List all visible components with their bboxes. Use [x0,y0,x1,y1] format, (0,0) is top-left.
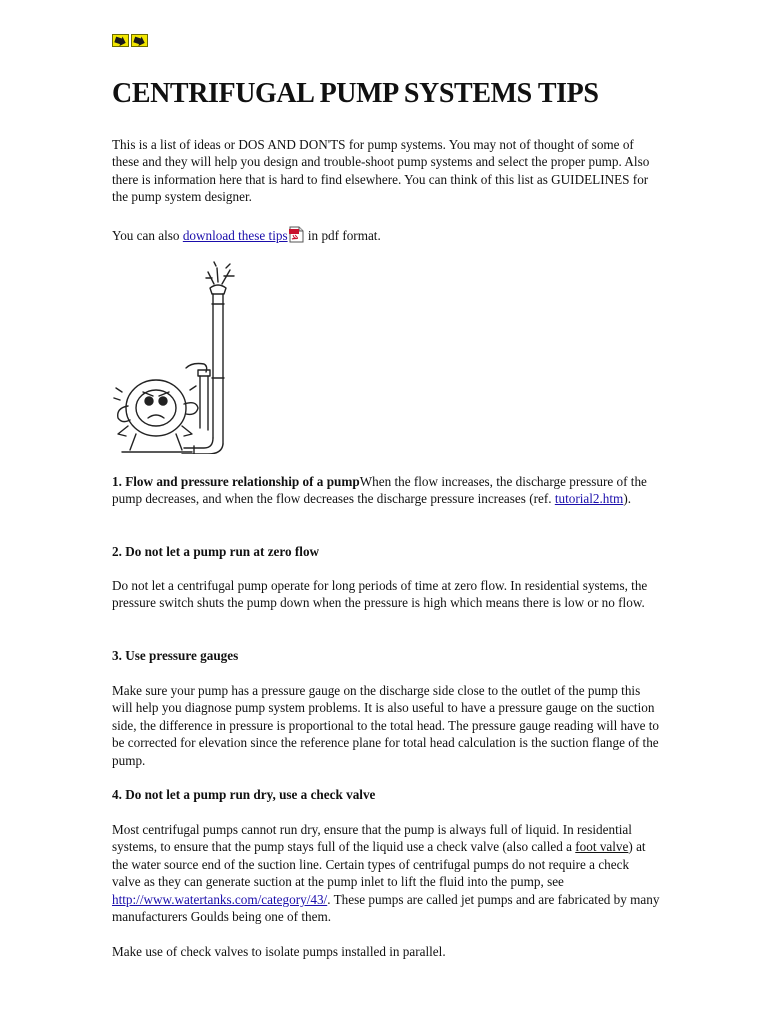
tip-4-body-block [112,821,660,925]
arrow-right-icon [114,36,127,46]
tip-3-body-block [112,682,660,769]
intro-paragraph [112,136,660,206]
tip-4-extra-block [112,943,660,960]
tip-4-text-1: Most centrifugal pumps cannot run dry, ensure that the pump is always full of liquid. In residential systems, to ensure that the pump stays full of the liquid use a check valve (also called a [112,822,632,855]
previous-page-button[interactable] [112,34,129,47]
next-page-button[interactable] [131,34,148,47]
tutorial2-link[interactable]: tutorial2.htm [554,491,624,507]
nav-arrows [112,34,148,47]
tip-1-heading: 1. Flow and pressure relationship of a pump [112,474,360,489]
tip-2-heading-block [112,543,660,560]
pdf-icon[interactable] [289,226,304,243]
intro-text: This is a list of ideas or DOS AND DON'TS for pump systems. You may not of thought of some of these and they will help you design and trouble-shoot pump systems and select the proper pump. Also there is information here that is hard to find elsewhere. You can think of this list as GUIDELINES for the pump system designer. [112,137,650,205]
watertanks-link[interactable]: http://www.watertanks.com/category/43/ [112,891,328,907]
tip-2-heading: 2. Do not let a pump run at zero flow [112,544,320,559]
tip-4-heading: 4. Do not let a pump run dry, use a check valve [112,787,376,802]
tip-3-body: Make sure your pump has a pressure gauge on the discharge side close to the outlet of the pump this will help you diagnose pump system problems. It is also useful to have a pressure gauge on the suction side, the difference in pressure is proportional to the total head. The pressure gauge reading will have to be corrected for elevation since the reference plane for total head calculation is the suction flange of the pump. [112,683,659,768]
tip-1-text: When the flow increases, the discharge pressure of the pump decreases, and when the flow decreases the discharge pressure increases (ref. [112,474,647,507]
pump-cartoon-image [112,258,238,454]
download-text-before: You can also [112,228,183,243]
tip-2-body-block [112,577,660,612]
download-line [112,226,660,244]
tip-3-heading: 3. Use pressure gauges [112,648,239,663]
tip-4-heading-block [112,786,660,803]
tip-2-body: Do not let a centrifugal pump operate for long periods of time at zero flow. In residential systems, the pressure switch shuts the pump down when the pressure is high which means there is low or no flow. [112,578,648,611]
tip-4-text-2: ) at the water source end of the suction line. Certain types of centrifugal pumps do not require a check valve as they can generate suction at the pump inlet to lift the fluid into the pump, see [112,839,646,890]
tip-1 [112,473,660,508]
tip-4-extra: Make use of check valves to isolate pumps installed in parallel. [112,944,446,959]
tip-3-heading-block [112,647,660,664]
tip-1-text-end: ). [623,491,632,507]
foot-valve-term: foot valve [575,839,629,855]
download-tips-link[interactable]: download these tips [182,228,288,243]
arrow-right-icon [133,36,146,46]
tip-4-text-3: . These pumps are called jet pumps and are fabricated by many manufacturers Goulds being one of them. [112,891,660,925]
page-title: CENTRIFUGAL PUMP SYSTEMS TIPS [112,78,599,109]
download-text-after: in pdf format. [304,228,381,243]
